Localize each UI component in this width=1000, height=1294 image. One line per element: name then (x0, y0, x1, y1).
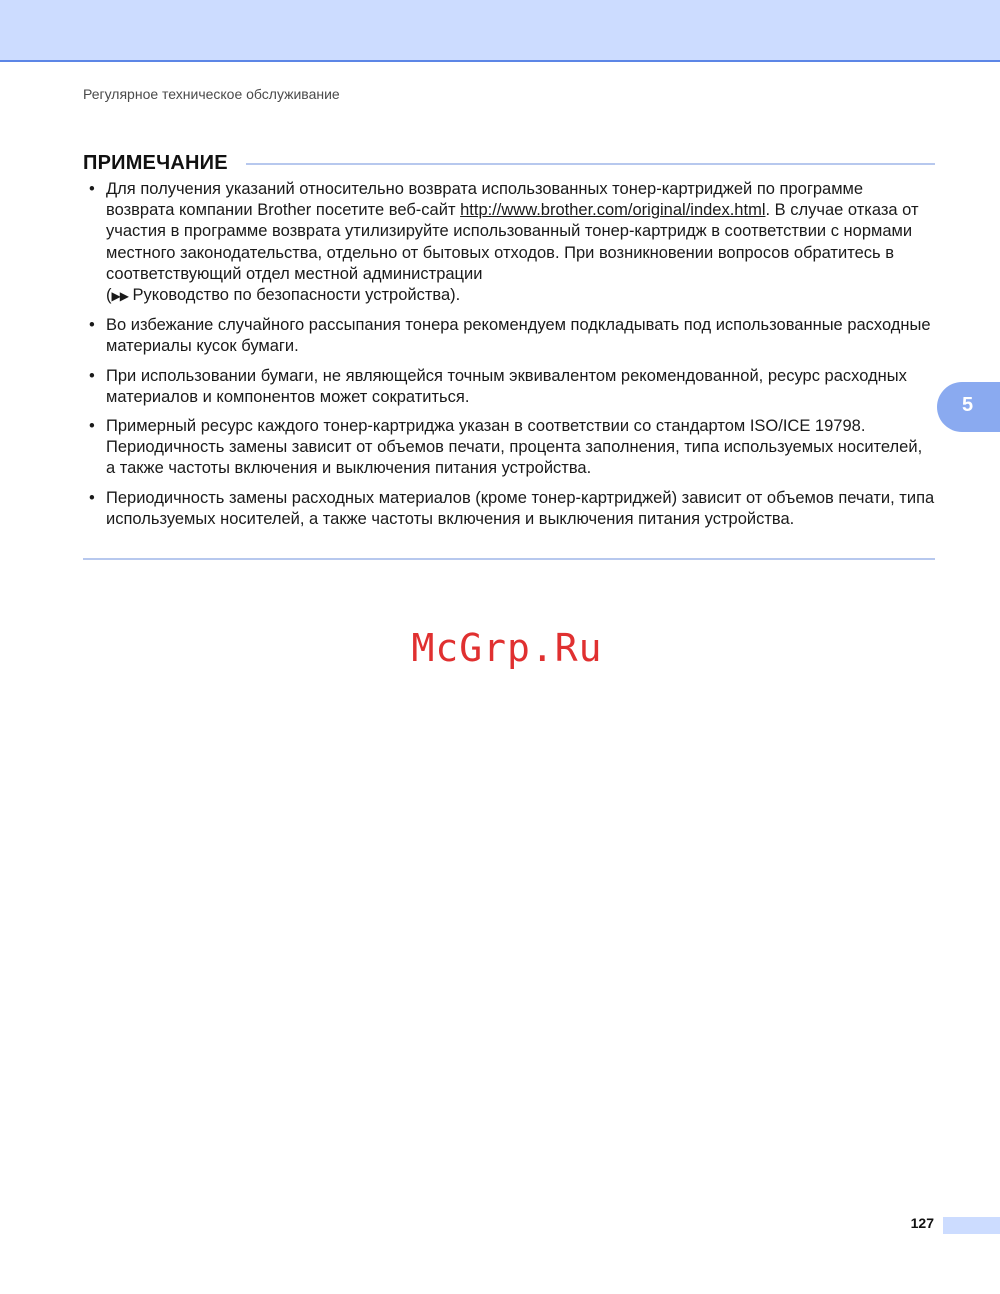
ref-text: Руководство по безопасности устройства). (127, 286, 461, 305)
list-item (83, 416, 935, 480)
item-text: . В случае отказа от участия в программе возврата утилизируйте использованный тонер-картридж в соответствии с нормами местного законодательства, отдельно от бытовых отходов. При возникновении вопросов обратитесь в соответствующий отдел местной администрации (106, 201, 919, 283)
top-header-band (0, 0, 1000, 62)
bullet: • (89, 316, 95, 335)
bullet: • (89, 180, 95, 198)
brother-recycle-link[interactable]: http://www.brother.com/original/index.html (460, 201, 766, 220)
chapter-tab (937, 382, 1000, 432)
note-header (83, 150, 935, 176)
item-text: Для получения указаний относительно возврата использованных тонер-картриджей по программе возврата компании Brother посетите веб-сайт (106, 180, 864, 220)
ref-open: ( (106, 286, 112, 305)
list-item (83, 366, 935, 408)
item-text: Периодичность замены расходных материалов (кроме тонер-картриджей) зависит от объемов печати, типа используемых носителей, а также частоты включения и выключения питания устройства. (106, 488, 935, 528)
note-box (83, 150, 935, 538)
note-list (83, 179, 935, 530)
double-arrow-icon: ▶▶ (111, 289, 128, 304)
note-bottom-rule (83, 558, 935, 560)
note-title: ПРИМЕЧАНИЕ (83, 151, 228, 174)
item-text: При использовании бумаги, не являющейся точным эквивалентом рекомендованной, ресурс расходных материалов и компонентов может сократиться. (106, 366, 907, 406)
item-text: Примерный ресурс каждого тонер-картриджа указан в соответствии со стандартом ISO/ICE 19798. Периодичность замены зависит от объемов печати, процента заполнения, типа используемых носителей, а также частоты включения и выключения питания устройства. (106, 417, 923, 478)
bullet: • (89, 488, 95, 507)
watermark: McGrp.Ru (411, 626, 603, 670)
list-item (83, 179, 935, 307)
list-item (83, 315, 935, 357)
page-number: 127 (910, 1215, 934, 1231)
bullet: • (89, 417, 95, 436)
list-item (83, 488, 935, 530)
bullet: • (89, 366, 95, 385)
running-header: Регулярное техническое обслуживание (83, 86, 340, 102)
page-number-bar (943, 1217, 1000, 1234)
item-text: Во избежание случайного рассыпания тонера рекомендуем подкладывать под использованные расходные материалы кусок бумаги. (106, 316, 931, 356)
chapter-number: 5 (962, 394, 974, 416)
note-top-rule (246, 163, 935, 165)
